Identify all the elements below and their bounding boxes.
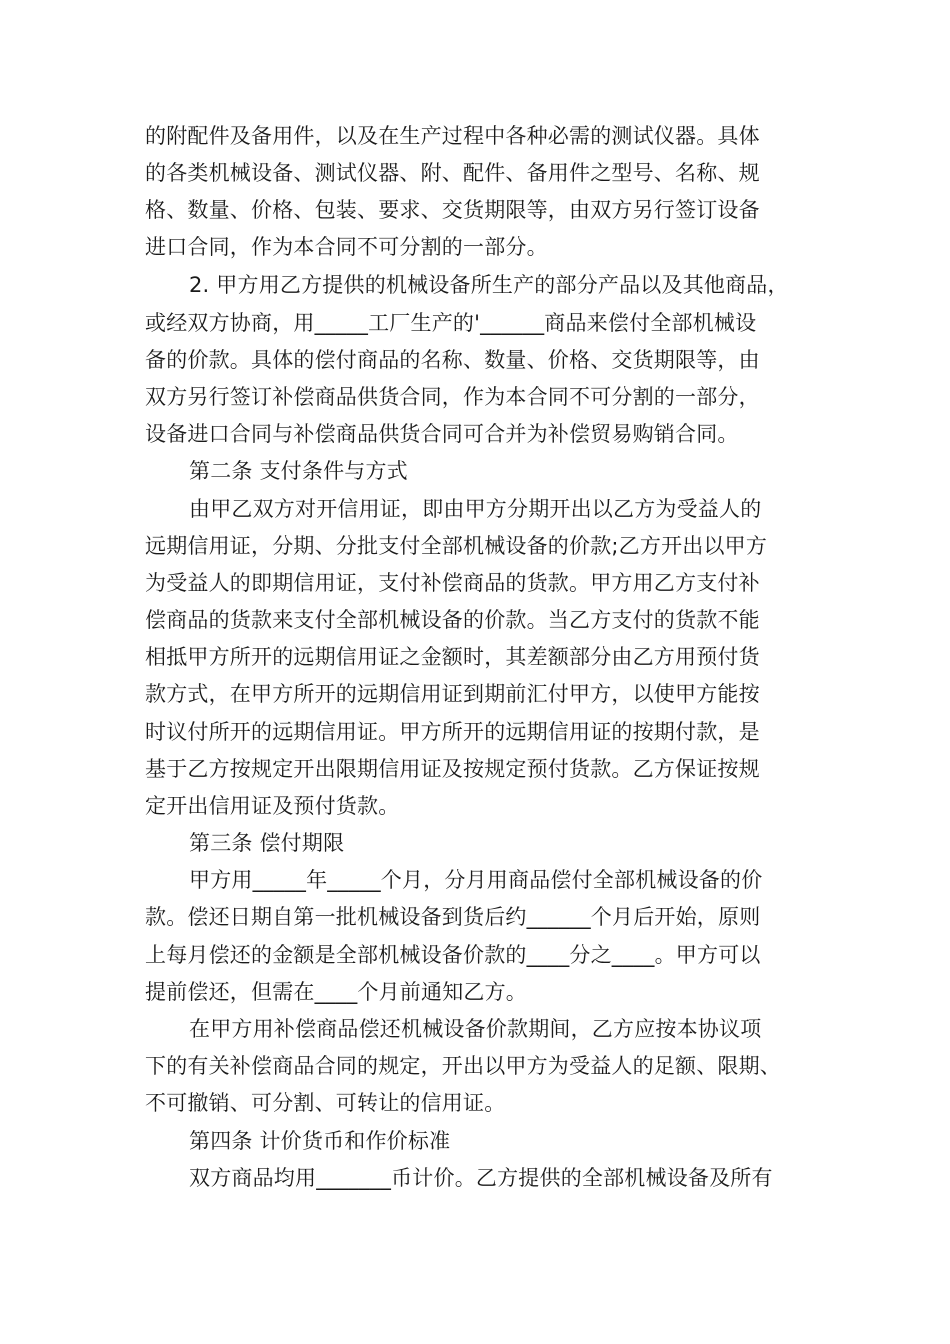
paragraph-line: 在甲方用补偿商品偿还机械设备价款期间，乙方应按本协议项: [189, 1017, 762, 1041]
paragraph-line: 相抵甲方所开的远期信用证之金额时，其差额部分由乙方用预付货: [145, 645, 760, 669]
paragraph-line: 定开出信用证及预付货款。: [145, 794, 400, 818]
paragraph-line: 上每月偿还的金额是全部机械设备价款的____分之____。甲方可以: [145, 943, 761, 967]
section-heading: 第三条 偿付期限: [189, 831, 345, 855]
paragraph-line: 由甲乙双方对开信用证，即由甲方分期开出以乙方为受益人的: [189, 497, 762, 521]
paragraph-line: 下的有关补偿商品合同的规定，开出以甲方为受益人的足额、限期、: [145, 1054, 781, 1078]
paragraph-line: 的各类机械设备、测试仪器、附、配件、备用件之型号、名称、规: [145, 161, 760, 185]
paragraph-line: 款方式，在甲方所开的远期信用证到期前汇付甲方，以使甲方能按: [145, 682, 760, 706]
paragraph-line: 设备进口合同与补偿商品供货合同可合并为补偿贸易购销合同。: [145, 422, 739, 446]
paragraph-line: 进口合同，作为本合同不可分割的一部分。: [145, 235, 548, 259]
section-heading: 第四条 计价货币和作价标准: [189, 1129, 451, 1153]
section-heading: 第二条 支付条件与方式: [189, 459, 408, 483]
paragraph-line: 为受益人的即期信用证，支付补偿商品的货款。甲方用乙方支付补: [145, 571, 760, 595]
paragraph-line: 备的价款。具体的偿付商品的名称、数量、价格、交货期限等，由: [145, 348, 760, 372]
paragraph-line: 远期信用证，分期、分批支付全部机械设备的价款;乙方开出以甲方: [145, 534, 768, 558]
paragraph-line: 格、数量、价格、包装、要求、交货期限等，由双方另行签订设备: [145, 198, 760, 222]
paragraph-line: 甲方用_____年_____个月，分月用商品偿付全部机械设备的价: [189, 868, 763, 892]
paragraph-line: 的附配件及备用件，以及在生产过程中各种必需的测试仪器。具体: [145, 124, 760, 148]
paragraph-line: 提前偿还，但需在____个月前通知乙方。: [145, 980, 527, 1004]
paragraph-line: 不可撤销、可分割、可转让的信用证。: [145, 1091, 506, 1115]
paragraph-line: 2. 甲方用乙方提供的机械设备所生产的部分产品以及其他商品，: [189, 273, 789, 297]
paragraph-line: 或经双方协商，用_____工厂生产的'______商品来偿付全部机械设: [145, 311, 757, 335]
paragraph-line: 双方商品均用_______币计价。乙方提供的全部机械设备及所有: [189, 1166, 773, 1190]
paragraph-line: 双方另行签订补偿商品供货合同，作为本合同不可分割的一部分，: [145, 385, 760, 409]
paragraph-line: 款。偿还日期自第一批机械设备到货后约______个月后开始，原则: [145, 905, 761, 929]
paragraph-line: 偿商品的货款来支付全部机械设备的价款。当乙方支付的货款不能: [145, 608, 760, 632]
paragraph-line: 基于乙方按规定开出限期信用证及按规定预付货款。乙方保证按规: [145, 757, 760, 781]
paragraph-line: 时议付所开的远期信用证。甲方所开的远期信用证的按期付款，是: [145, 720, 760, 744]
